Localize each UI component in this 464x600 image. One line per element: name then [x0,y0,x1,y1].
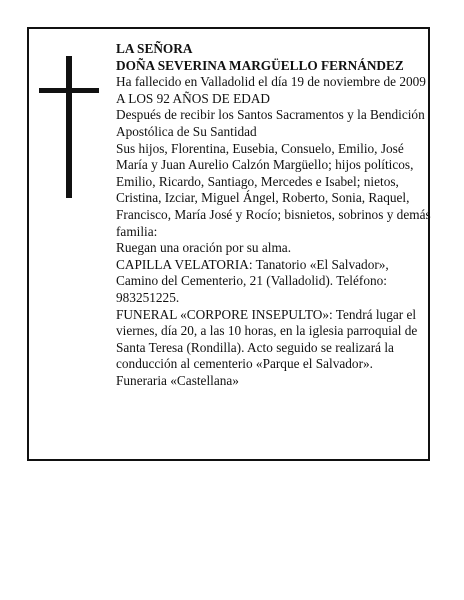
prayer-request: Ruegan una oración por su alma. [116,240,292,256]
funeral-info: FUNERAL «CORPORE INSEPULTO»: Tendrá lugar el viernes, día 20, a las 10 horas, en la iglesia parroquial de Santa Teresa (Rondilla). Acto seguido se realizará la conducción al cementerio «Parque el Salvador». [116,306,418,372]
deceased-name: DOÑA SEVERINA MARGÜELLO FERNÁNDEZ [116,57,404,73]
notice-title: LA SEÑORA [116,41,193,56]
notice-text [116,41,432,389]
age-statement: A LOS 92 AÑOS DE EDAD [116,90,271,106]
family-list: Sus hijos, Florentina, Eusebia, Consuelo, Emilio, José María y Juan Aurelio Calzón Margüello; hijos políticos, Emilio, Ricardo, Santiago, Mercedes e Isabel; nietos, Cristina, Izciar, Miguel Ángel, Roberto, Sonia, Raquel, Francisco, María José y Rocío; bisnietos, sobrinos y demás familia: [116,140,431,239]
cross-icon [39,56,99,198]
sacraments-statement: Después de recibir los Santos Sacramentos y la Bendición Apostólica de Su Santidad [116,107,425,139]
chapel-info: CAPILLA VELATORIA: Tanatorio «El Salvador», Camino del Cementerio, 21 (Valladolid). Teléfono: 983251225. [116,256,389,305]
cross-horizontal-bar [39,88,99,93]
obituary-notice [27,27,430,461]
death-statement: Ha fallecido en Valladolid el día 19 de noviembre de 2009 [116,74,426,90]
cross-vertical-bar [66,56,72,198]
funeral-home: Funeraria «Castellana» [116,372,239,388]
